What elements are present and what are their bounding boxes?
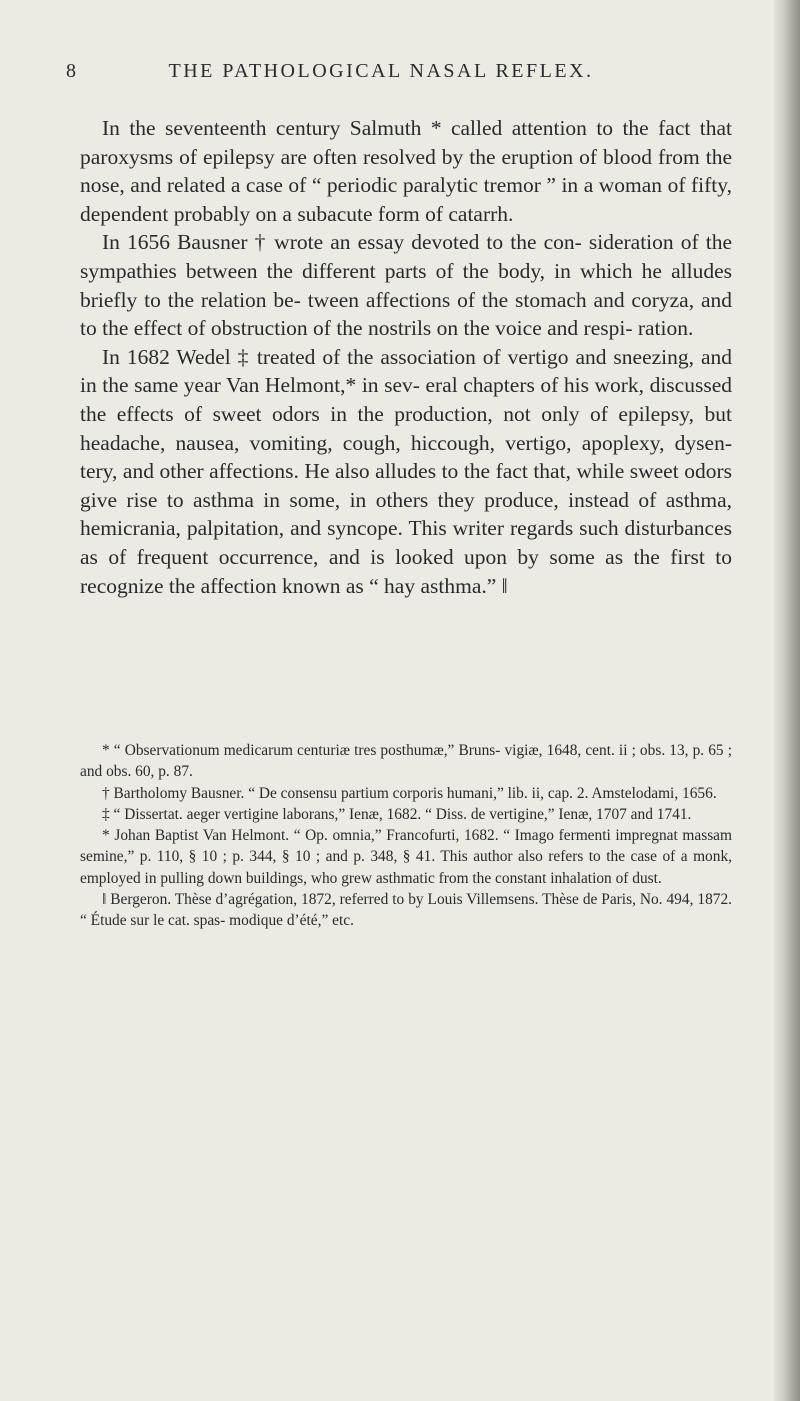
footnote-bausner: † Bartholomy Bausner. “ De consensu partium corporis humani,” lib. ii, cap. 2. Amstelodami, 1656.: [102, 784, 717, 802]
paragraph-salmuth: In the seventeenth century Salmuth * called attention to the fact that paroxysms of epilepsy are often resolved by the eruption of blood from the nose, and related a case of “ periodic paralytic tremor ” in a woman of fifty, dependent probably on a subacute form of catarrh.: [80, 116, 732, 226]
running-head: THE PATHOLOGICAL NASAL REFLEX.: [168, 60, 594, 82]
footnote-salmuth: * “ Observationum medicarum centuriæ tres posthumæ,” Bruns- vigiæ, 1648, cent. ii ; obs. 13, p. 65 ; and obs. 60, p. 87.: [80, 742, 732, 781]
footnotes: [80, 740, 732, 932]
paragraph-wedel: In 1682 Wedel ‡ treated of the association of vertigo and sneezing, and in the same year Van Helmont,* in sev- eral chapters of his work, discussed the effects of sweet odors in the production, not only of epilepsy, but headache, nausea, vomiting, cough, hiccough, vertigo, apoplexy, dysen- tery, and other affections. He also alludes to the fact that, while sweet odors give rise to asthma in some, in others they produce, instead of asthma, hemicrania, palpitation, and syncope. This writer regards such disturbances as of frequent occurrence, and is looked upon by some as the first to recognize the affection known as “ hay asthma.” ‖: [80, 344, 732, 598]
footnote-van-helmont: * Johan Baptist Van Helmont. “ Op. omnia,” Francofurti, 1682. “ Imago fermenti impregnat massam semine,” p. 110, § 10 ; p. 344, § 10 ; and p. 348, § 41. This author also refers to the case of a monk, employed in pulling down buildings, who grew asthmatic from the constant inhalation of dust.: [80, 827, 732, 887]
page-edge-shadow: [774, 0, 800, 1401]
footnote-wedel: ‡ “ Dissertat. aeger vertigine laborans,” Ienæ, 1682. “ Diss. de vertigine,” Ienæ, 1707 and 1741.: [102, 805, 692, 823]
paragraph-bausner: In 1656 Bausner † wrote an essay devoted to the con- sideration of the sympathies between the different parts of the body, in which he alludes briefly to the relation be- tween affections of the stomach and coryza, and to the effect of obstruction of the nostrils on the voice and respi- ration.: [80, 230, 732, 341]
page-number: 8: [66, 60, 78, 82]
page-header: [66, 60, 696, 90]
body-text: [80, 114, 732, 600]
footnote-bergeron: ‖ Bergeron. Thèse d’agrégation, 1872, referred to by Louis Villemsens. Thèse de Paris, No. 494, 1872. “ Étude sur le cat. spas- modique d’été,” etc.: [80, 891, 732, 930]
